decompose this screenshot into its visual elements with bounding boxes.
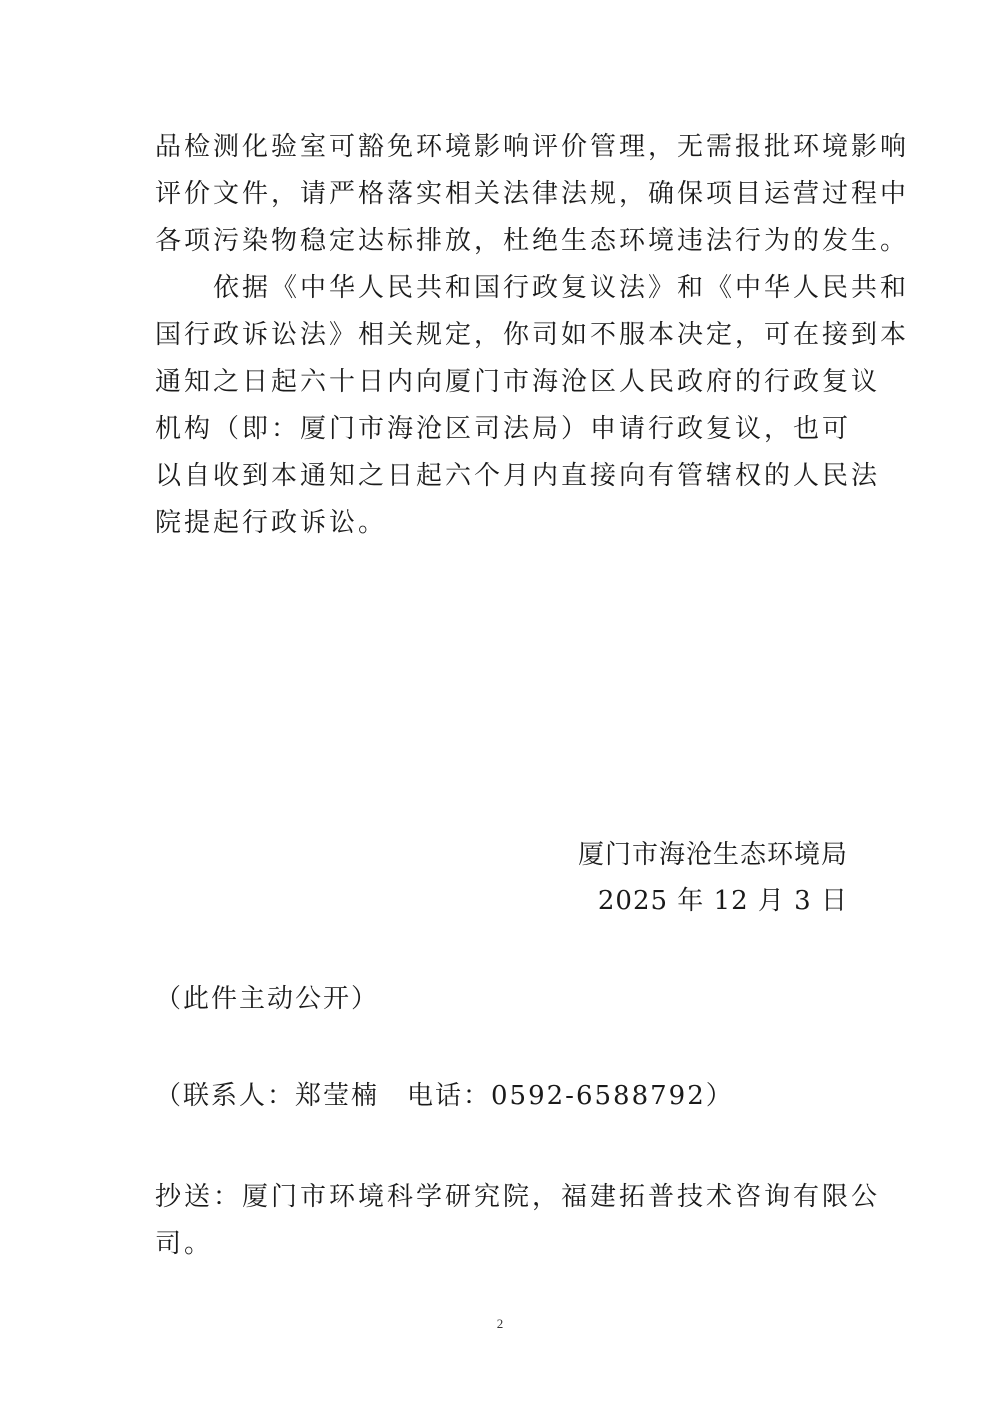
signature-block <box>578 832 848 924</box>
contact-info: （联系人：郑莹楠 电话：0592-6588792） <box>155 1081 734 1111</box>
paragraph-line: 通知之日起六十日内向厦门市海沧区人民政府的行政复议 <box>155 367 881 397</box>
cc-list <box>155 1174 881 1268</box>
paragraph-compliance <box>155 124 910 265</box>
disclosure-note: （此件主动公开） <box>155 984 380 1014</box>
paragraph-line: 各项污染物稳定达标排放，杜绝生态环境违法行为的发生。 <box>155 226 910 256</box>
paragraph-appeal-rights <box>155 265 910 547</box>
paragraph-line: 评价文件，请严格落实相关法律法规，确保项目运营过程中 <box>155 179 910 209</box>
paragraph-line: 院提起行政诉讼。 <box>155 508 388 538</box>
page-number: 2 <box>496 1316 504 1331</box>
cc-line: 司。 <box>155 1229 214 1259</box>
issue-date: 2025 年 12 月 3 日 <box>597 886 848 916</box>
paragraph-line: 依据《中华人民共和国行政复议法》和《中华人民共和 <box>155 273 910 303</box>
paragraph-line: 国行政诉讼法》相关规定，你司如不服本决定，可在接到本 <box>155 320 910 350</box>
paragraph-line: 品检测化验室可豁免环境影响评价管理，无需报批环境影响 <box>155 132 910 162</box>
issuing-organization: 厦门市海沧生态环境局 <box>577 840 848 870</box>
cc-line: 抄送：厦门市环境科学研究院，福建拓普技术咨询有限公 <box>155 1182 881 1212</box>
paragraph-line: 以自收到本通知之日起六个月内直接向有管辖权的人民法 <box>155 461 881 491</box>
paragraph-line: 机构（即：厦门市海沧区司法局）申请行政复议，也可 <box>155 414 852 444</box>
